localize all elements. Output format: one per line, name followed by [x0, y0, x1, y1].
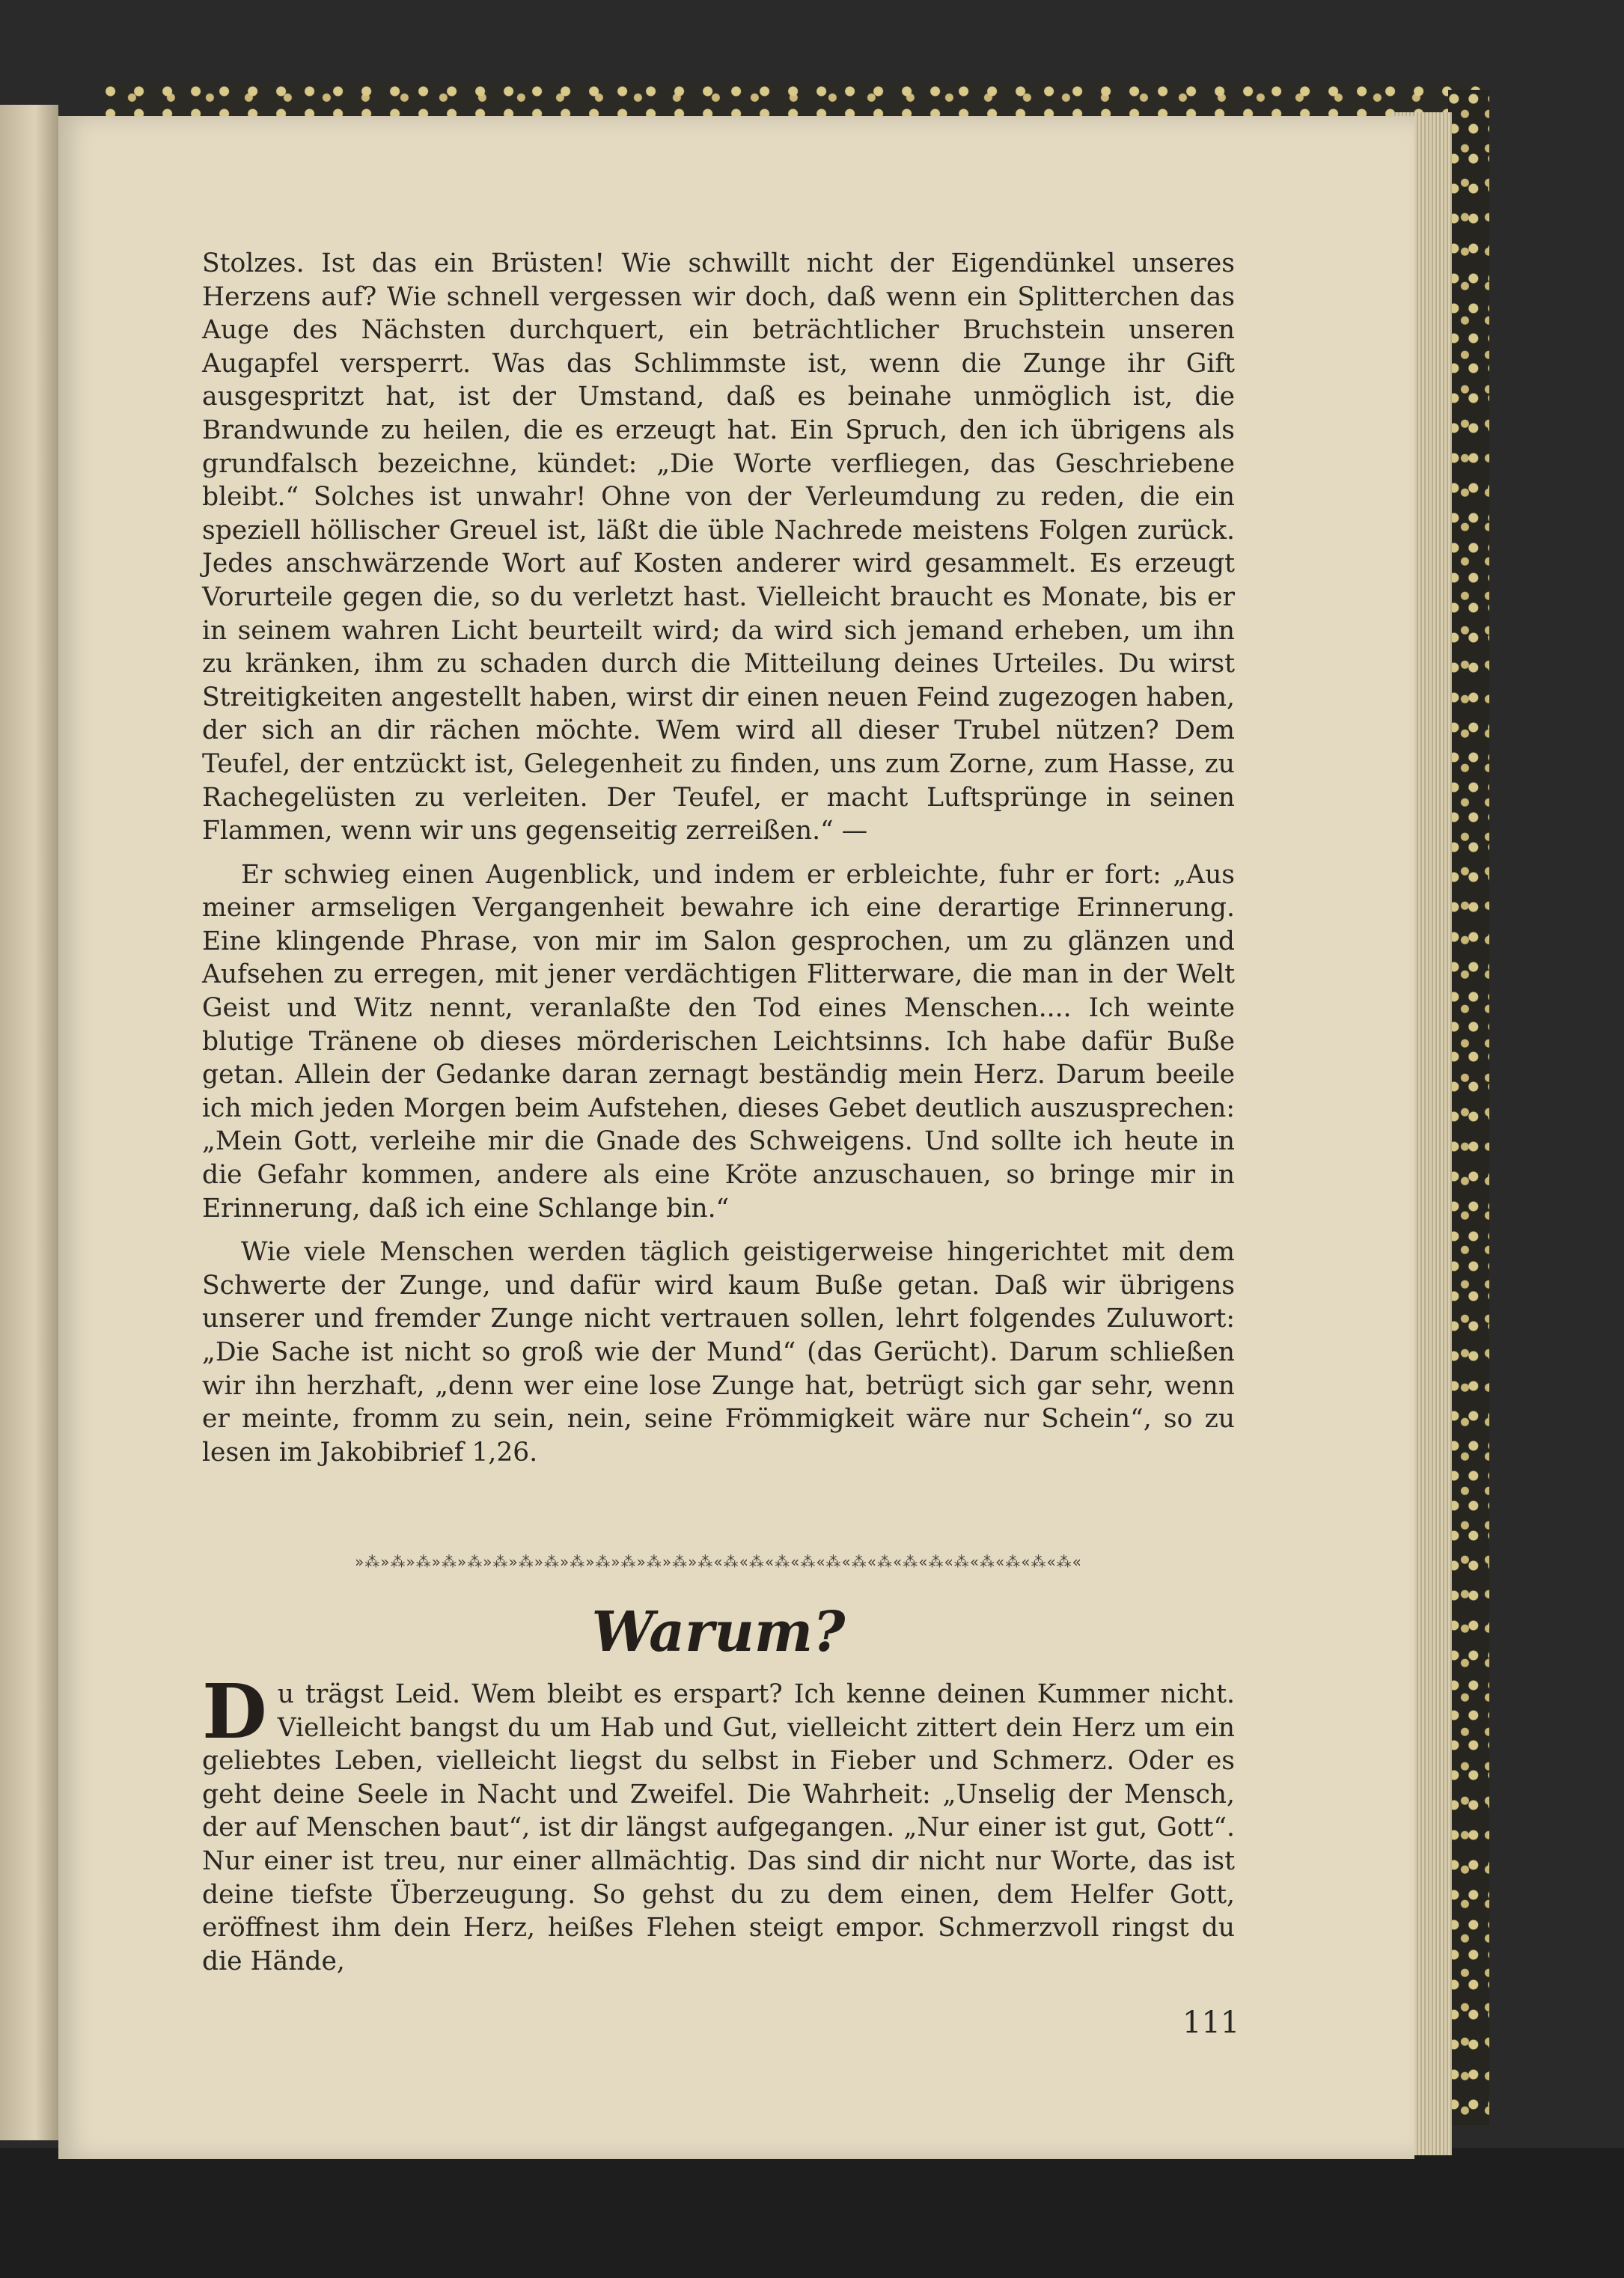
ornamental-divider: »⁂»⁂»⁂»⁂»⁂»⁂»⁂»⁂»⁂»⁂»⁂»⁂»⁂»⁂«⁂«⁂«⁂«⁂«⁂«⁂«⁂«⁂«⁂«⁂«⁂«⁂«⁂«⁂« [355, 1553, 1082, 1571]
section-body [202, 1667, 1235, 1978]
left-page-edge [0, 105, 58, 2140]
section-paragraph: u trägst Leid. Wem bleibt es erspart? Ich kenne deinen Kummer nicht. Vielleicht bangst du um Hab und Gut, vielleicht zittert dein Herz um ein geliebtes Leben, vielleicht liegst du selbst in Fieber und Schmerz. Oder es geht deine Seele in Nacht und Zweifel. Die Wahrheit: „Unselig der Mensch, der auf Menschen baut“, ist dir längst aufgegangen. „Nur einer ist gut, Gott“. Nur einer ist treu, nur einer allmächtig. Das sind dir nicht nur Worte, das ist deine tiefste Überzeugung. So gehst du zu dem einen, dem Helfer Gott, eröffnest ihm dein Herz, heißes Flehen steigt empor. Schmerzvoll ringst du die Hände, [202, 1679, 1235, 1976]
page-number: 111 [1182, 2006, 1240, 2040]
paragraph-1: Stolzes. Ist das ein Brüsten! Wie schwillt nicht der Eigendünkel unseres Herzens auf? Wie schnell vergessen wir doch, daß wenn ein Splitterchen das Auge des Nächsten durchquert, ein beträchtlicher Bruchstein unseren Augapfel versperrt. Was das Schlimmste ist, wenn die Zunge ihr Gift ausgespritzt hat, ist der Umstand, daß es beinahe unmöglich ist, die Brandwunde zu heilen, die es erzeugt hat. Ein Spruch, den ich übrigens als grundfalsch bezeichne, kündet: „Die Worte verfliegen, das Geschriebene bleibt.“ Solches ist unwahr! Ohne von der Verleumdung zu reden, die ein speziell höllischer Greuel ist, läßt die üble Nachrede meistens Folgen zurück. Jedes anschwärzende Wort auf Kosten anderer wird gesammelt. Es erzeugt Vorurteile gegen die, so du verletzt hast. Vielleicht braucht es Monate, bis er in seinem wahren Licht beurteilt wird; da wird sich jemand erheben, um ihn zu kränken, ihm zu schaden durch die Mitteilung deines Urteiles. Du wirst Streitigkeiten angestellt haben, wirst dir einen neuen Feind zugezogen haben, der sich an dir rächen möchte. Wem wird all dieser Trubel nützen? Dem Teufel, der entzückt ist, Gelegenheit zu finden, uns zum Zorne, zum Hasse, zu Rachegelüsten zu verleiten. Der Teufel, er macht Luftsprünge in seinen Flammen, wenn wir uns gegenseitig zerreißen.“ — [202, 248, 1235, 846]
book-cover-right [1448, 90, 1489, 2125]
paragraph-3: Wie viele Menschen werden täglich geistigerweise hingerichtet mit dem Schwerte der Zunge, und dafür wird kaum Buße getan. Daß wir übrigens unserer und fremder Zunge nicht vertrauen sollen, lehrt folgendes Zuluwort: „Die Sache ist nicht so groß wie der Mund“ (das Gerücht). Darum schließen wir ihn herzhaft, „denn wer eine lose Zunge hat, betrügt sich gar sehr, wenn er meinte, fromm zu sein, nein, seine Frömmigkeit wäre nur Schein“, so zu lesen im Jakobibrief 1,26. [202, 1237, 1235, 1468]
paragraph-2: Er schwieg einen Augenblick, und indem er erbleichte, fuhr er fort: „Aus meiner armseligen Vergangenheit bewahre ich eine derartige Erinnerung. Eine klingende Phrase, von mir im Salon gesprochen, um zu glänzen und Aufsehen zu erregen, mit jener verdächtigen Flitterware, die man in der Welt Geist und Witz nennt, veranlaßte den Tod eines Menschen.... Ich weinte blutige Tränene ob dieses mörderischen Leichtsinns. Ich habe dafür Buße getan. Allein der Gedanke daran zernagt beständig mein Herz. Darum beeile ich mich jeden Morgen beim Aufstehen, dieses Gebet deutlich auszusprechen: „Mein Gott, verleihe mir die Gnade des Schweigens. Und sollte ich heute in die Gefahr kommen, andere als eine Kröte anzuschauen, so bringe mir in Erinnerung, daß ich eine Schlange bin.“ [202, 859, 1235, 1224]
drop-cap: D [202, 1667, 267, 1756]
body-text [202, 247, 1235, 1469]
section-title: Warum? [591, 1600, 846, 1664]
background-table [0, 2148, 1624, 2278]
